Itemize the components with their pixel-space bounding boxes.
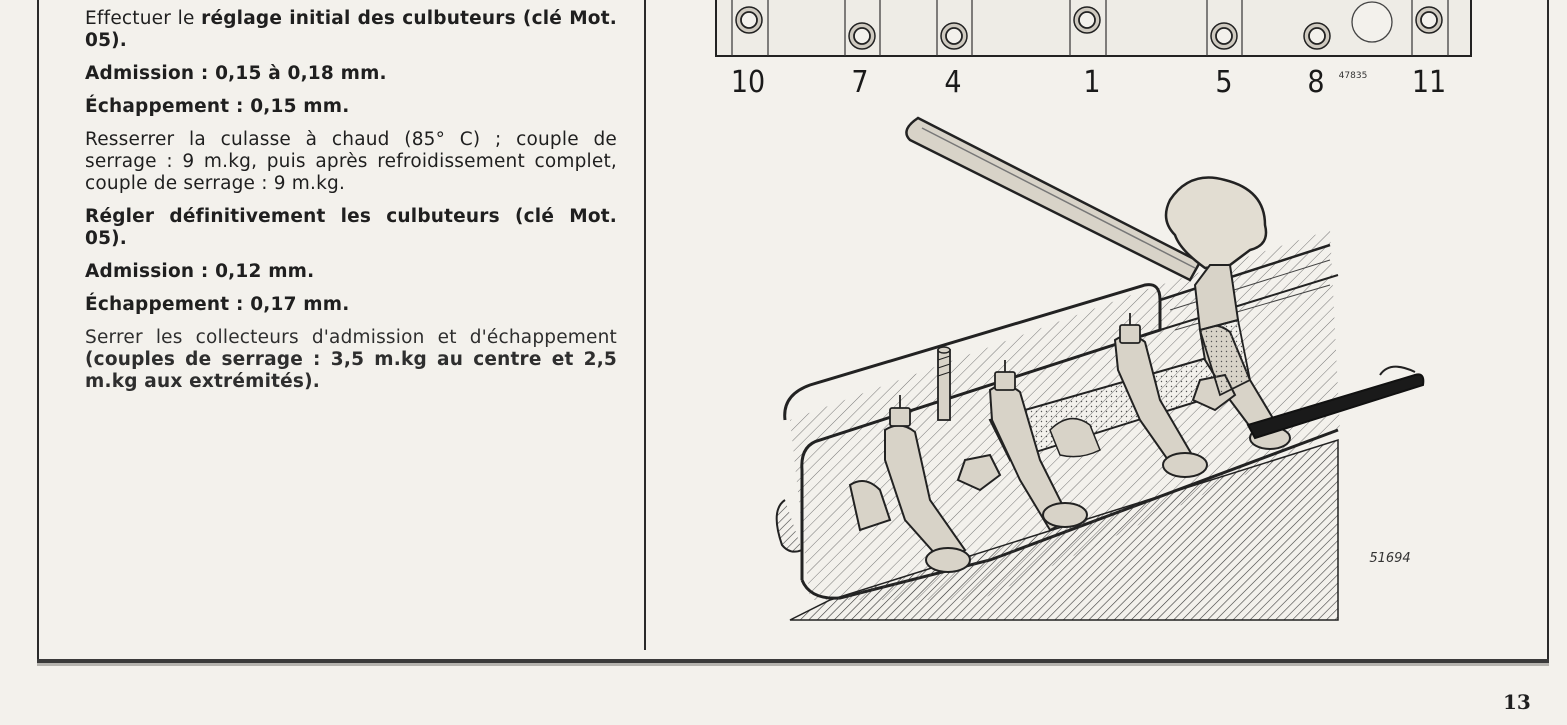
frame-left-border xyxy=(37,0,39,660)
figure-reference-top: 47835 xyxy=(1338,71,1368,81)
bolt-number-4: 4 xyxy=(944,65,962,100)
instruction-text-column xyxy=(85,8,617,404)
bolt-number-1: 1 xyxy=(1083,65,1101,100)
paragraph-bold-text: (couples de serrage : 3,5 m.kg au centre et 2,5 m.kg aux extrémités). xyxy=(85,349,617,392)
frame-column-divider xyxy=(644,0,646,650)
paragraph-bold-text: réglage initial des culbuteurs (clé Mot. 05). xyxy=(85,8,617,51)
cover-stud xyxy=(938,347,950,420)
admission-clearance-final: Admission : 0,12 mm. xyxy=(85,261,315,282)
exhaust-clearance-final: Échappement : 0,17 mm. xyxy=(85,294,350,315)
paragraph-lead-text: Effectuer le xyxy=(85,8,202,29)
figure-reference-drawing: 51694 xyxy=(1369,551,1411,566)
instruction-paragraph-final-adjustment: Régler définitivement les culbuteurs (clé Mot. 05). xyxy=(85,206,617,249)
bolt-number-10: 10 xyxy=(730,65,766,100)
cylinder-head-illustration xyxy=(690,0,1520,640)
instruction-paragraph-retighten-head: Resserrer la culasse à chaud (85° C) ; couple de serrage : 9 m.kg, puis après refroidissement complet, couple de serrage : 9 m.kg. xyxy=(85,129,617,194)
frame-bottom-shadow xyxy=(37,663,1549,666)
admission-clearance-initial: Admission : 0,15 à 0,18 mm. xyxy=(85,63,387,84)
bolt-number-11: 11 xyxy=(1411,65,1447,100)
plug-hole-icon xyxy=(1352,2,1392,42)
exhaust-clearance-initial: Échappement : 0,15 mm. xyxy=(85,96,350,117)
bolt-number-5: 5 xyxy=(1215,65,1233,100)
instruction-paragraph-manifolds xyxy=(85,327,617,393)
bolt-number-8: 8 xyxy=(1307,65,1325,100)
frame-right-border xyxy=(1547,0,1549,665)
page-number: 13 xyxy=(1503,690,1531,714)
bolt-tightening-sequence-diagram xyxy=(716,0,1471,56)
instruction-paragraph-initial-adjustment xyxy=(85,8,617,52)
paragraph-lead-text: Serrer les collecteurs d'admission et d'échappement xyxy=(85,327,617,348)
bolt-number-7: 7 xyxy=(851,65,869,100)
